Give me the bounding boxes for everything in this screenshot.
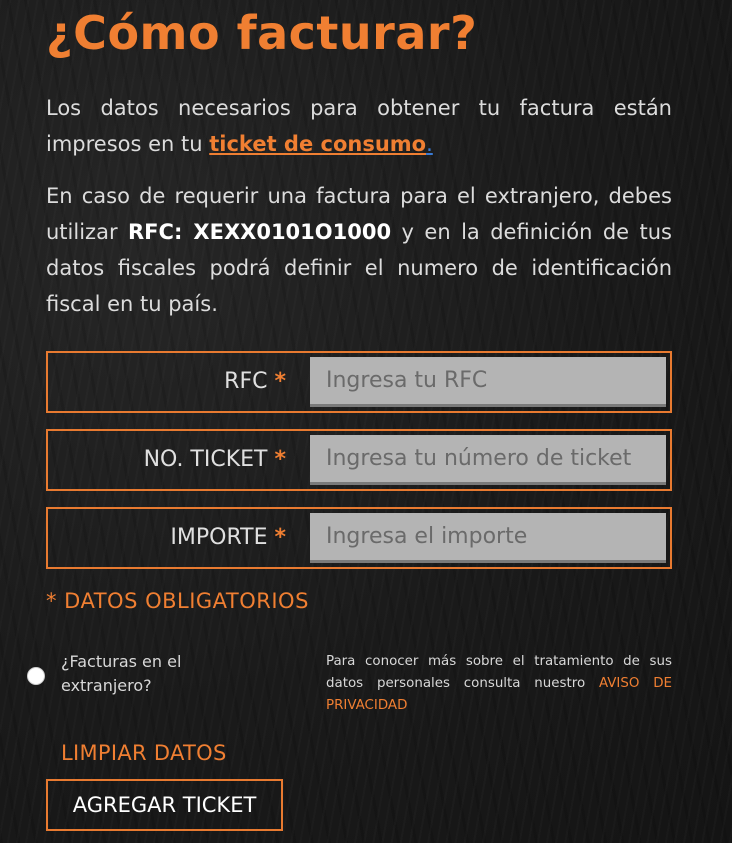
foreign-text-2: y en la definición de tus datos fiscales podrá definir el numero de identificación fiscal en tu país. [46, 220, 672, 316]
ticket-field [46, 429, 672, 491]
rfc-required-mark: * [274, 369, 286, 394]
ticket-label [48, 431, 310, 489]
add-ticket-button[interactable]: AGREGAR TICKET [46, 779, 283, 831]
ticket-input[interactable] [310, 435, 666, 485]
rfc-label [48, 353, 310, 411]
required-note: * DATOS OBLIGATORIOS [46, 589, 309, 613]
amount-input[interactable] [310, 513, 666, 563]
privacy-notice [326, 651, 672, 717]
ticket-label-text: NO. TICKET [143, 447, 268, 472]
intro-paragraph [46, 90, 672, 162]
clear-data-button[interactable]: LIMPIAR DATOS [61, 741, 227, 765]
foreign-invoice-label[interactable]: ¿Facturas en el extranjero? [61, 652, 182, 695]
foreign-rfc: RFC: XEXX0101O1000 [128, 220, 392, 244]
foreign-invoice-radio[interactable] [27, 667, 45, 685]
page-title: ¿Cómo facturar? [46, 6, 478, 60]
rfc-label-text: RFC [224, 369, 268, 394]
privacy-text: Para conocer más sobre el tratamiento de sus datos personales consulta nuestro [326, 654, 672, 691]
ticket-required-mark: * [274, 447, 286, 472]
privacy-link[interactable]: AVISO DE PRIVACIDAD [326, 676, 672, 713]
ticket-link[interactable]: ticket de consumo [209, 132, 427, 156]
rfc-input[interactable] [310, 357, 666, 407]
amount-label [48, 509, 310, 567]
intro-text: Los datos necesarios para obtener tu factura están impresos en tu [46, 96, 672, 156]
amount-field [46, 507, 672, 569]
foreign-text-1: En caso de requerir una factura para el extranjero, debes utilizar [46, 184, 672, 244]
amount-required-mark: * [274, 525, 286, 550]
amount-label-text: IMPORTE [170, 525, 268, 550]
rfc-field [46, 351, 672, 413]
intro-period: . [426, 132, 433, 156]
foreign-paragraph [46, 178, 672, 322]
